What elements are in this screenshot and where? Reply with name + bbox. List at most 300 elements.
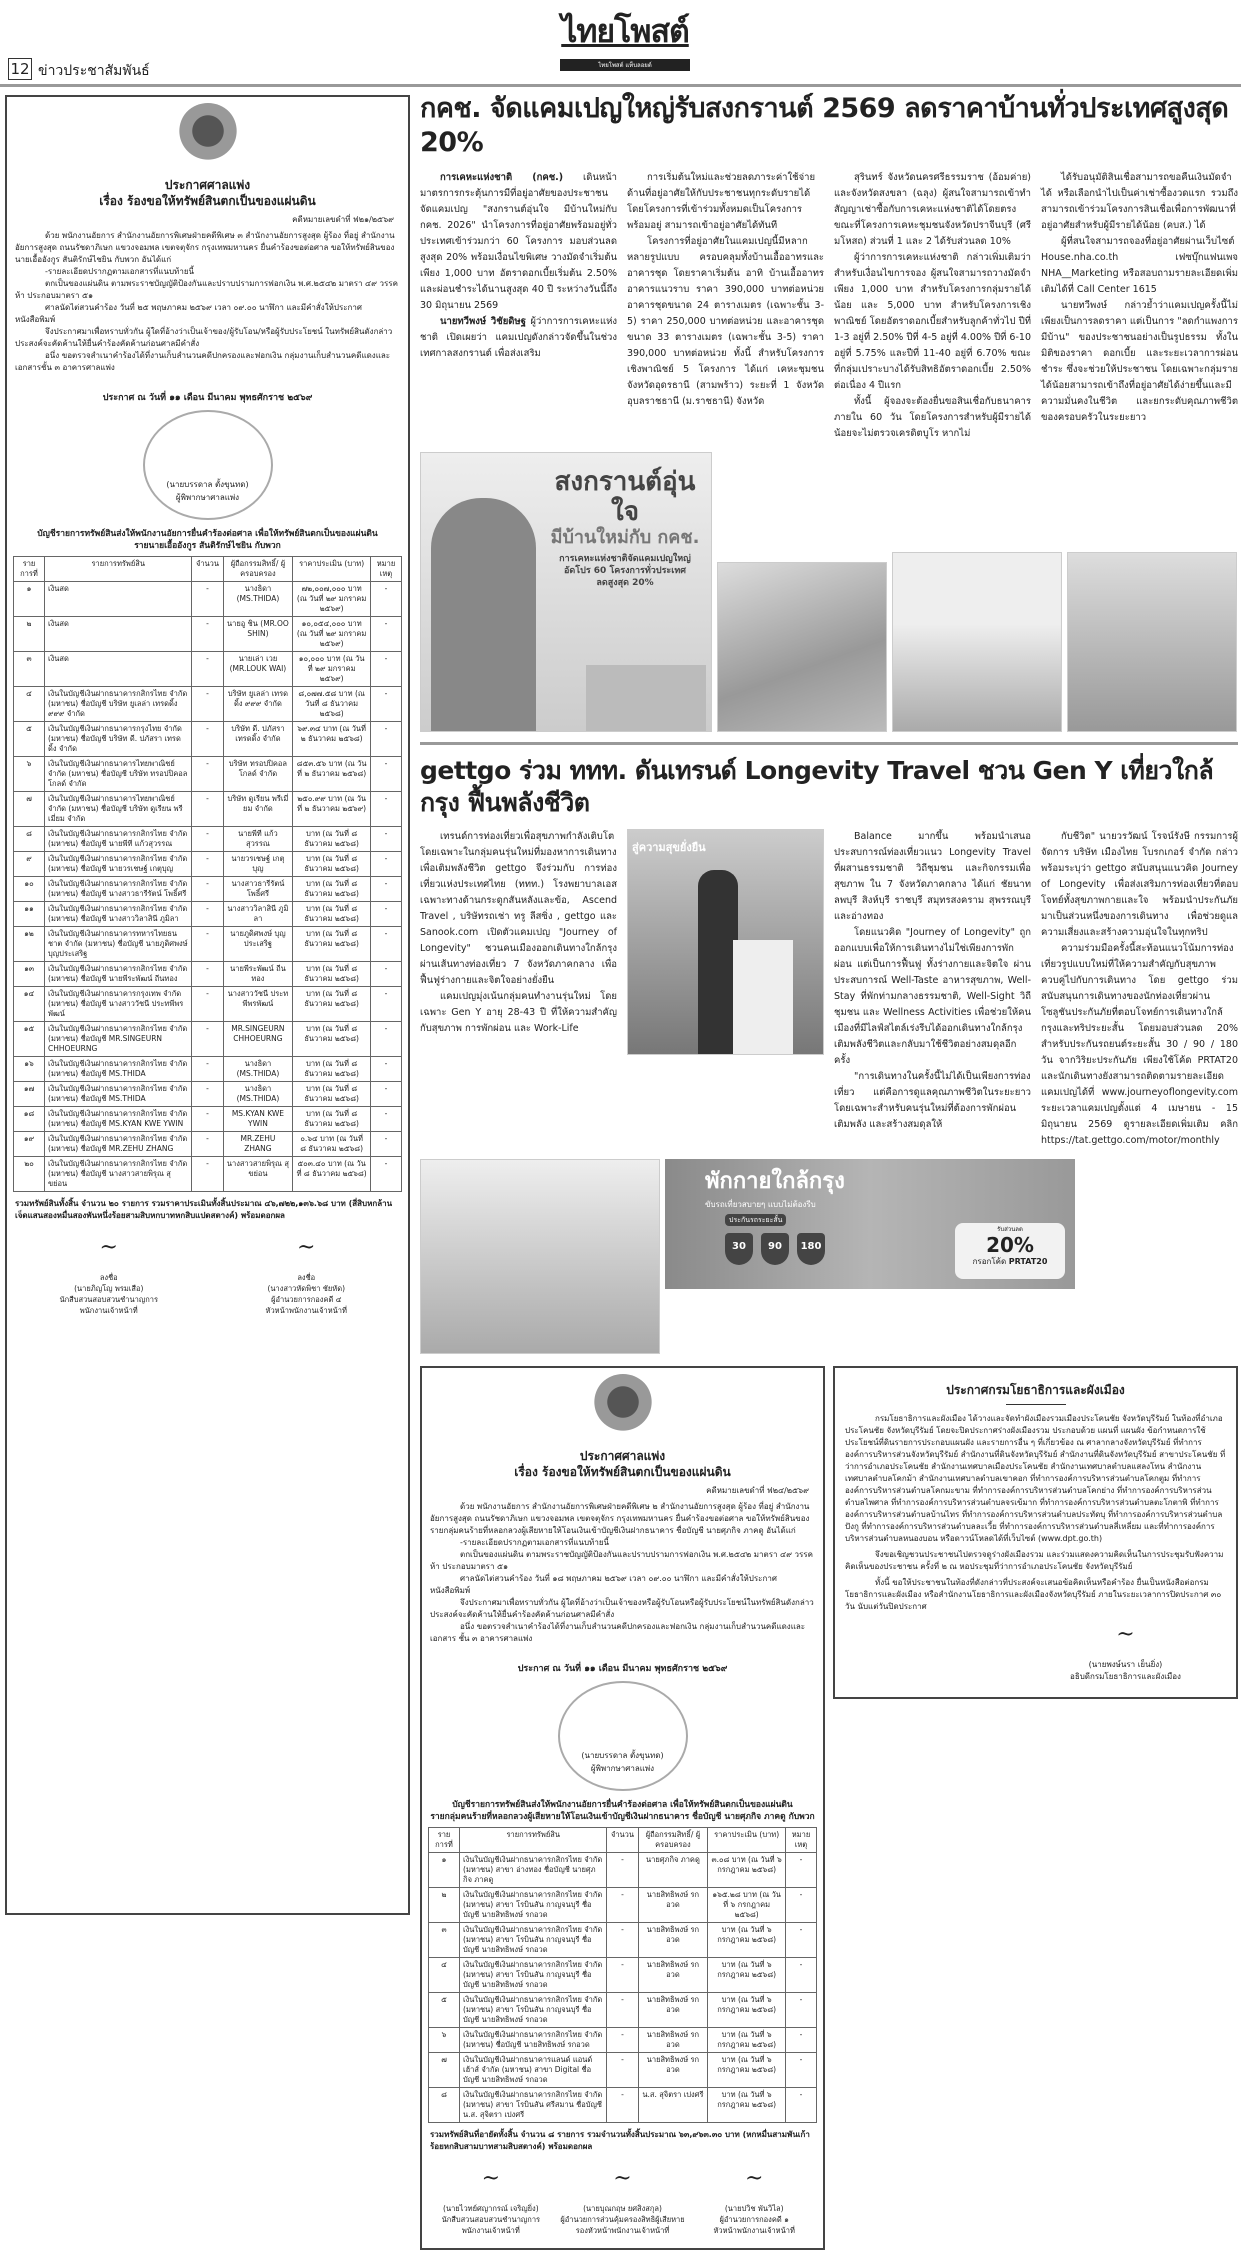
table-row [14, 1022, 402, 1057]
notice-title: ประกาศศาลแพ่ง [579, 1449, 666, 1463]
table-cell: - [785, 1993, 816, 2028]
promo-text: ลดสูงสุด 20% [596, 578, 654, 588]
table-cell: ๑๓ [14, 962, 45, 987]
promo-text-block [541, 467, 709, 589]
table-cell: - [370, 1082, 401, 1107]
promo-title: สงกรานต์อุ่นใจ [554, 467, 696, 527]
nha-promo-image [420, 452, 712, 732]
masthead-tagline: ไทยโพสต์ แท็บลอยด์ [560, 59, 690, 71]
table-cell: เงินในบัญชีเงินฝากธนาคารกสิกรไทย จำกัด (มหาชน) ชื่อบัญชี นางสาวธารีรัตน์ โพธิ์ศรี [45, 877, 192, 902]
paragraph: โดยแนวคิด "Journey of Longevity" ถูกออกแบบเพื่อให้การเดินทางไม่ใช่เพียงการพักผ่อน แต่เป็นการฟื้นฟู ทั้งร่างกายและจิตใจ ผ่านประสบการณ์ Well-Taste อาหารสุขภาพ, Well-Stay ที่พักท่ามกลางธรรมชาติ, Well-Sight วิถีชุมชน และ Wellness Activities เพื่อช่วยให้คนเมืองที่มีไลฟ์สไตล์เร่งรีบได้ออกเดินทางใกล้กรุง เติมพลังชีวิตและกลับมาใช้ชีวิตอย่างสมดุลอีกครั้ง [834, 927, 1031, 1066]
table-cell: นายสิทธิพงษ์ รกอวด [638, 2028, 708, 2053]
paragraph: ผู้ว่าการการเคหะแห่งชาติ กล่าวเพิ่มเติมว่า สำหรับเงื่อนไขการจอง ผู้สนใจสามารถวางมัดจำเพียง 1,000 บาท สำหรับโครงการกลุ่มรายได้น้อย และ 5,000 บาท สำหรับโครงการเชิงพาณิชย์ โดยอัตราดอกเบี้ยสำหรับลูกค้าทั่วไป ปีที่ 1-3 อยู่ที่ 2.50% ปีที่ 4-5 อยู่ที่ 4.00% ปีที่ 6-10 อยู่ที่ 5.75% และปีที่ 11-40 อยู่ที่ 6.70% ขณะที่กลุ่มเปราะบางได้รับสิทธิอัตราดอกเบี้ย 2.50% ต่อเนื่อง 4 ปีแรก [834, 252, 1031, 391]
signer-role: หัวหน้าพนักงานเจ้าหน้าที่ [265, 1306, 347, 1315]
signature-scribble: ~ [481, 2166, 501, 2191]
paragraph: เทรนด์การท่องเที่ยวเพื่อสุขภาพกำลังเติบโต โดยเฉพาะในกลุ่มคนรุ่นใหม่ที่มองหาการเดินทางเพื่อเติมพลังชีวิต gettgo จึงร่วมกับ การท่องเที่ยวแห่งประเทศไทย (ททท.) โรงพยาบาลเอส เฉพาะทางด้านกระดูกสันหลังและข้อ, Ascend Travel , บริษัทรถเช่า ทรู ลีสซิ่ง , gettgo และ Sanook.com เปิดตัวแคมเปญ "Journey of Longevity" ชวนคนเมืองออกเดินทางใกล้กรุง ผ่านเส้นทางท่องเที่ยว 7 จังหวัดภาคกลาง เพื่อฟื้นฟูร่างกายและจิตใจอย่างยั่งยืน [420, 831, 617, 986]
table-title: บัญชีรายการทรัพย์สินส่งให้พนักงานอัยการยื่นคำร้องต่อศาล เพื่อให้ทรัพย์สินตกเป็นของแผ่นดิน [37, 529, 378, 539]
table-cell: บาท (ณ วันที่ ๘ ธันวาคม ๒๕๖๘) [293, 877, 371, 902]
table-cell: ๒ [429, 1888, 460, 1923]
table-cell: เงินในบัญชีเงินฝากธนาคารแลนด์ แอนด์ เฮ้าส์ จำกัด (มหาชน) สาขา Digital ชื่อบัญชี นายสิทธิพงษ์ รกอวด [460, 2053, 607, 2088]
table-cell: - [370, 962, 401, 987]
table-row [429, 1853, 817, 1888]
table-cell: - [607, 1958, 638, 1993]
notice-paragraph: อนึ่ง ขอตรวจสำเนาคำร้องได้ที่งานเก็บสำนวนคดีปกครองและฟอกเงิน กลุ่มงานเก็บสำนวนคดีแดงและเอกสาร ชั้น ๓ อาคารศาลแพ่ง [430, 1622, 806, 1643]
table-cell: ๕๐๓.๔๐ บาท (ณ วันที่ ๘ ธันวาคม ๒๕๖๘) [293, 1157, 371, 1192]
article1-body [420, 170, 1238, 442]
discount-value: 20% [986, 1233, 1034, 1257]
discount-coupon [955, 1223, 1065, 1279]
table-cell: บริษัท ดูเรียน พรีเมี่ยม จำกัด [223, 792, 293, 827]
table-cell: ๓ [14, 652, 45, 687]
table-cell: บาท (ณ วันที่ ๘ ธันวาคม ๒๕๖๘) [293, 827, 371, 852]
table-row [14, 722, 402, 757]
building-photo [586, 665, 706, 731]
dpt-signature [1025, 1622, 1226, 1683]
table-cell: - [607, 2028, 638, 2053]
signer-name: (นายไวทย์ศญากรณ์ เจริญยิ่ง) [443, 2204, 539, 2213]
notice-paragraph: ตกเป็นของแผ่นดิน ตามพระราชบัญญัติป้องกันและปราบปรามการฟอกเงิน พ.ศ.๒๕๔๒ มาตรา ๔๙ วรรคห้า ประกอบมาตรา ๕๑ [15, 279, 398, 300]
table-row [429, 1958, 817, 1993]
table-cell: - [785, 2028, 816, 2053]
table-cell: ๑๐,๐๕๔,๐๐๐ บาท (ณ วันที่ ๒๙ มกราคม ๒๕๖๙) [293, 617, 371, 652]
coverage-badge: 90 [761, 1233, 789, 1265]
table-row [14, 687, 402, 722]
table-cell: - [370, 757, 401, 792]
notice-paragraph: จึงขอเชิญชวนประชาชนไปตรวจดูร่างผังเมืองรวม และร่วมแสดงความคิดเห็นในการประชุมรับฟังความคิดเห็นของประชาชน ครั้งที่ ๒ ณ หอประชุมที่ว่าการอำเภอประโคนชัย จังหวัดบุรีรัมย์ [845, 1550, 1224, 1571]
table-cell: เงินในบัญชีเงินฝากธนาคารกสิกรไทย จำกัด (มหาชน) ชื่อบัญชี นายสิทธิพงษ์ รกอวด [460, 2028, 607, 2053]
dpt-notice-body [845, 1413, 1226, 1613]
article1-column [834, 170, 1031, 442]
table-cell: เงินในบัญชีเงินฝากธนาคารไทยพาณิชย์ จำกัด (มหาชน) ชื่อบัญชี บริษัท ดูเรียน พรีเมี่ยม จำกัด [45, 792, 192, 827]
table-subtitle: รายนายเอื้ออังกูร สันติรักษ์ไชยิน กับพวก [134, 541, 281, 551]
column-header: ผู้ถือกรรมสิทธิ์/ ผู้ครอบครอง [638, 1828, 708, 1853]
table-cell: นายพีที แก้วสุวรรณ [223, 827, 293, 852]
signer-block [691, 2166, 817, 2236]
table-cell: บาท (ณ วันที่ ๖ กรกฎาคม ๒๕๖๘) [708, 2028, 786, 2053]
table-cell: MR.SINGEURN CHHOEURNG [223, 1022, 293, 1057]
table-cell: - [192, 1132, 223, 1157]
signer-block [560, 2166, 686, 2236]
signer-role: รองหัวหน้าพนักงานเจ้าหน้าที่ [575, 2226, 670, 2235]
table-cell: - [192, 792, 223, 827]
table-cell: ๑๘ [14, 1107, 45, 1132]
table-row [14, 987, 402, 1022]
column-header: ราย การที่ [14, 557, 45, 582]
coverage-badges [725, 1233, 825, 1265]
table-cell: บาท (ณ วันที่ ๘ ธันวาคม ๒๕๖๘) [293, 852, 371, 877]
table-row [14, 1157, 402, 1192]
table-cell: บาท (ณ วันที่ ๘ ธันวาคม ๒๕๖๘) [293, 902, 371, 927]
sign-label: ลงชื่อ [297, 1273, 316, 1282]
table-cell: บริษัท ดี. ปภัสรา เทรดดิ้ง จำกัด [223, 722, 293, 757]
table-cell: - [192, 1057, 223, 1082]
signatures [428, 2166, 817, 2236]
sign-label: ลงชื่อ [99, 1273, 118, 1282]
case-number: คดีหมายเลขดำที่ ฟ๒๔/๒๕๖๙ [706, 1486, 809, 1495]
paragraph: สุรินทร์ จังหวัดนครศรีธรรมราช (อ้อมค่าย) และจังหวัดสงขลา (ฉลุง) ผู้สนใจสามารถเข้าทำสัญญาเช่าซื้อกับการเคหะแห่งชาติได้โดยตรง ขณะที่โครงการเคหะชุมชนจังหวัดปราจีนบุรี (ศรีมโหสถ) ส่วนที่ 1 และ 2 ได้รับส่วนลด 10% [834, 172, 1031, 247]
notice-date: ประกาศ ณ วันที่ ๑๑ เดือน มีนาคม พุทธศักราช ๒๕๖๙ [102, 393, 313, 403]
table-cell: นายสิทธิพงษ์ รกอวด [638, 1958, 708, 1993]
signer-title: ผู้อำนวยการส่วนคุ้มครองสิทธิผู้เสียหาย [560, 2215, 685, 2224]
table-cell: - [785, 1923, 816, 1958]
court-seal [143, 410, 273, 520]
event-banner-text: สู่ความสุขยั่งยืน [632, 841, 706, 854]
signer-name: (นายปวิช พันวิไล) [724, 2204, 784, 2213]
table-cell: - [785, 1853, 816, 1888]
judge-name: (นายบรรดาล ตั้งขุนทด) [166, 480, 249, 489]
signer-name: (นายภิญโญ พรมเสือ) [74, 1284, 144, 1293]
judge-title: ผู้พิพากษาศาลแพ่ง [590, 1764, 655, 1773]
signature-scribble: ~ [613, 2166, 632, 2191]
table-cell: เงินในบัญชีเงินฝากธนาคารกสิกรไทย จำกัด (มหาชน) ชื่อบัญชี MR.ZEHU ZHANG [45, 1132, 192, 1157]
table-cell: เงินในบัญชีเงินฝากธนาคารกสิกรไทย จำกัด (มหาชน) สาขา โรบินสัน กาญจนบุรี ชื่อบัญชี นายสิทธิพงษ์ รกอวด [460, 1888, 607, 1923]
judge-title: ผู้พิพากษาศาลแพ่ง [175, 493, 240, 502]
table-cell: เงินในบัญชีเงินฝากธนาคารกสิกรไทย จำกัด (มหาชน) ชื่อบัญชี MS.THIDA [45, 1057, 192, 1082]
table-cell: - [370, 877, 401, 902]
table-cell: ๔ [429, 1958, 460, 1993]
section-title: ข่าวประชาสัมพันธ์ [38, 63, 150, 79]
table-cell: นายวรเชษฐ์ เกตุบุญ [223, 852, 293, 877]
table-row [14, 1132, 402, 1157]
table-cell: นายสิทธิพงษ์ รกอวด [638, 1923, 708, 1958]
banner-label: ประกันรถระยะสั้น [725, 1214, 786, 1226]
table-cell: - [192, 722, 223, 757]
column-header: ราคาประเมิน (บาท) [293, 557, 371, 582]
signer-block [428, 2166, 554, 2236]
table-cell: บาท (ณ วันที่ ๘ ธันวาคม ๒๕๖๘) [293, 927, 371, 962]
table-row [14, 1107, 402, 1132]
title-divider [1006, 1404, 1066, 1405]
asset-table [428, 1827, 817, 2123]
dpt-notice [833, 1366, 1238, 1699]
article1-column [420, 170, 617, 442]
paragraph: ความร่วมมือครั้งนี้สะท้อนแนวโน้มการท่องเที่ยวรูปแบบใหม่ที่ให้ความสำคัญกับสุขภาพควบคู่ไปกับการเดินทาง โดย gettgo ร่วมสนับสนุนการเดินทางของนักท่องเที่ยวผ่านโซลูชันประกันภัยที่ตอบโจทย์การเดินทางใกล้กรุงและทริประยะสั้น โดยมอบส่วนลด 20% สำหรับประกันรถยนต์ระยะสั้น 30 / 90 / 180 วัน จากวิริยะประกันภัย เพียงใช้โค้ด PRTAT20 และนักเดินทางยังสามารถติดตามรายละเอียดแคมเปญได้ที่ www.journeyoflongevity.com ระยะเวลาแคมเปญตั้งแต่ 4 เมษายน - 15 มิถุนายน 2569 ดูรายละเอียดเพิ่มเติม คลิก https://tat.gettgo.com/motor/monthly [1041, 943, 1238, 1146]
table-cell: เงินในบัญชีเงินฝากธนาคารกสิกรไทย จำกัด (มหาชน) สาขา โรบินสัน ศรีสมาน ชื่อบัญชี น.ส. สุจิตรา เปงศรี [460, 2088, 607, 2123]
table-cell: บาท (ณ วันที่ ๖ กรกฎาคม ๒๕๖๘) [708, 1993, 786, 2028]
table-cell: ๘๕๓.๕๖ บาท (ณ วันที่ ๒ ธันวาคม ๒๕๖๘) [293, 757, 371, 792]
table-cell: - [192, 1107, 223, 1132]
notice-date: ประกาศ ณ วันที่ ๑๑ เดือน มีนาคม พุทธศักราช ๒๕๖๙ [517, 1664, 728, 1674]
page-number: 12 [8, 58, 32, 80]
notice-subject: เรื่อง ร้องขอให้ทรัพย์สินตกเป็นของแผ่นดิน [99, 194, 316, 208]
table-row [14, 902, 402, 927]
table-cell: - [785, 1958, 816, 1993]
signer-name: (นายบุณกฤษ ยศสิงสกุล) [583, 2204, 662, 2213]
court-notice-left [5, 95, 410, 1915]
table-row [429, 2088, 817, 2123]
coverage-badge: 30 [725, 1233, 753, 1265]
paragraph: "การเดินทางในครั้งนี้ไม่ได้เป็นเพียงการท่องเที่ยว แต่คือการดูแลคุณภาพชีวิตในระยะยาว โดยเฉพาะสำหรับคนรุ่นใหม่ที่ต้องการพักผ่อน เติมพลัง และสร้างสมดุลให้ [834, 1071, 1031, 1130]
garuda-emblem [178, 103, 238, 173]
table-subtitle: รายกลุ่มคนร้ายที่หลอกลวงผู้เสียหายให้โอนเงินเข้าบัญชีเงินฝากธนาคาร ชื่อบัญชี นายศุภกิจ ภาคดู กับพวก [430, 1812, 815, 1822]
table-cell: - [370, 927, 401, 962]
table-cell: ๓ [429, 1923, 460, 1958]
table-cell: ๑ [429, 1853, 460, 1888]
table-cell: เงินในบัญชีเงินฝากธนาคารกสิกรไทย จำกัด (มหาชน) สาขา อ่างทอง ชื่อบัญชี นายศุภกิจ ภาคดู [460, 1853, 607, 1888]
paragraph: การเริ่มต้นใหม่และช่วยลดภาระค่าใช้จ่ายด้านที่อยู่อาศัยให้กับประชาชนทุกระดับรายได้ โดยโครงการที่เข้าร่วมทั้งหมดเป็นโครงการพร้อมอยู่ สามารถเข้าอยู่อาศัยได้ทันที [627, 172, 816, 231]
table-cell: - [192, 757, 223, 792]
person-photo [431, 498, 536, 732]
table-cell: ๑๙ [14, 1132, 45, 1157]
table-cell: ๑๐,๐๐๐ บาท (ณ วันที่ ๒๙ มกราคม ๒๕๖๙) [293, 652, 371, 687]
promo-text: การเคหะแห่งชาติจัดแคมเปญใหญ่ [559, 554, 691, 564]
notice-paragraph: จึงประกาศมาเพื่อทราบทั่วกัน ผู้ใดที่อ้างว่าเป็นเจ้าของ/ผู้รับโอน/หรือผู้รับประโยชน์ ในทรัพย์สินดังกล่าว ประสงค์จะคัดค้านให้ยื่นคำร้องคัดค้านก่อนศาลมีคำสั่ง [15, 327, 393, 348]
asset-total: รวมทรัพย์สินที่อายัดทั้งสิ้น จำนวน ๘ รายการ รวมจำนวนทั้งสิ้นประมาณ ๖๓,๙๖๓.๓๐ บาท (หกหมื่นสามพันเก้าร้อยหกสิบสามบาทสามสิบสตางค์) พร้อมดอกผล [430, 2130, 810, 2151]
table-cell: - [370, 722, 401, 757]
notice-title: ประกาศศาลแพ่ง [164, 178, 251, 192]
table-cell: บาท (ณ วันที่ ๖ กรกฎาคม ๒๕๖๘) [708, 1958, 786, 1993]
signer-name: (นางสาวหัดพิชา ชัยหัด) [267, 1284, 346, 1293]
article2-photo-column [627, 829, 824, 1149]
table-cell: ๑๔ [14, 987, 45, 1022]
table-cell: - [192, 877, 223, 902]
table-cell: - [370, 652, 401, 687]
signer-title: นักสืบสวนสอบสวนชำนาญการ [441, 2215, 541, 2224]
table-row [14, 877, 402, 902]
column-header: ราคาประเมิน (บาท) [708, 1828, 786, 1853]
article2-column [1041, 829, 1238, 1149]
table-cell: เงินในบัญชีเงินฝากธนาคารกสิกรไทย จำกัด (มหาชน) ชื่อบัญชี นายพีที แก้วสุวรรณ [45, 827, 192, 852]
column-header: หมาย เหตุ [370, 557, 401, 582]
speaker-figure [698, 870, 738, 1055]
table-cell: MS.KYAN KWE YWIN [223, 1107, 293, 1132]
table-cell: นางธิดา (MS.THIDA) [223, 1082, 293, 1107]
article2-column [420, 829, 617, 1149]
table-cell: - [192, 652, 223, 687]
table-cell: - [607, 1888, 638, 1923]
table-cell: นายสิทธิพงษ์ รกอวด [638, 1888, 708, 1923]
table-cell: ๗ [429, 2053, 460, 2088]
signer-role: พนักงานเจ้าหน้าที่ [79, 1306, 138, 1315]
court-notice-middle [420, 1366, 825, 2250]
table-cell: ๕ [14, 722, 45, 757]
table-cell: - [192, 827, 223, 852]
table-cell: เงินสด [45, 617, 192, 652]
table-cell: นางสาววัชนี ประทพีพรพัฒน์ [223, 987, 293, 1022]
housing-photo-1 [717, 562, 887, 732]
table-cell: บาท (ณ วันที่ ๖ กรกฎาคม ๒๕๖๘) [708, 2088, 786, 2123]
table-cell: ๑๗ [14, 1082, 45, 1107]
table-cell: ๑ [14, 582, 45, 617]
table-cell: เงินในบัญชีเงินฝากธนาคารกสิกรไทย จำกัด (มหาชน) ชื่อบัญชี นางสาวสายพิรุณ สุขย่อน [45, 1157, 192, 1192]
paragraph: กับชีวิต" นายวรวัฒน์ โรจน์รังษี กรรมการผู้จัดการ บริษัท เมืองไทย โบรกเกอร์ จำกัด กล่าว พร้อมระบุว่า gettgo สนับสนุนแนวคิด Journey of Longevity เพื่อส่งเสริมการท่องเที่ยวที่ตอบโจทย์ทั้งสุขภาพกายและใจ พร้อมนำประกันภัยมาเป็นส่วนหนึ่งของการเดินทาง เพื่อช่วยดูแลความเสี่ยงและสร้างความอุ่นใจในทุกทริป [1041, 831, 1238, 938]
table-row [429, 1993, 817, 2028]
table-cell: นางสาวธารีรัตน์ โพธิ์ศรี [223, 877, 293, 902]
table-cell: ๑๖๕.๒๘ บาท (ณ วันที่ ๖ กรกฎาคม ๒๕๖๘) [708, 1888, 786, 1923]
coverage-badge: 180 [797, 1233, 825, 1265]
column-header: รายการทรัพย์สิน [460, 1828, 607, 1853]
table-cell: เงินในบัญชีเงินฝากธนาคารกสิกรไทย จำกัด (มหาชน) ชื่อบัญชี MS.KYAN KWE YWIN [45, 1107, 192, 1132]
signer-role: หัวหน้าพนักงานเจ้าหน้าที่ [713, 2226, 795, 2235]
table-cell: ๗ [14, 792, 45, 827]
table-cell: - [192, 962, 223, 987]
notice-paragraph: ทั้งนี้ ขอให้ประชาชนในท้องที่ดังกล่าวที่ประสงค์จะเสนอข้อคิดเห็นหรือคำร้อง ยื่นเป็นหนังสือต่อกรมโยธาธิการและผังเมือง หรือสำนักงานโยธาธิการและผังเมืองจังหวัดบุรีรัมย์ ภายในระยะเวลาการปิดประกาศ ๓๐ วัน นับแต่วันปิดประกาศ [845, 1578, 1222, 1611]
table-cell: นางสาววิลาสินี ภูมิลา [223, 902, 293, 927]
table-cell: เงินในบัญชีเงินฝากธนาคารไทยพาณิชย์ จำกัด (มหาชน) ชื่อบัญชี บริษัท ทรอปปิคอล โกลด์ จำกัด [45, 757, 192, 792]
notice-paragraph: อนึ่ง ขอตรวจสำเนาคำร้องได้ที่งานเก็บสำนวนคดีปกครองและฟอกเงิน กลุ่มงานเก็บสำนวนคดีแดงและเอกสารชั้น ๓ อาคารศาลแพ่ง [15, 351, 391, 372]
table-cell: - [370, 687, 401, 722]
table-cell: ๒๐ [14, 1157, 45, 1192]
paragraph: ผู้ที่สนใจสามารถจองที่อยู่อาศัยผ่านเว็บไซต์ House.nha.co.th เฟซบุ๊กแฟนเพจ NHA__Marketing หรือสอบถามรายละเอียดเพิ่มเติมได้ที่ Call Center 1615 [1041, 236, 1238, 295]
table-cell: ๖๙.๓๔ บาท (ณ วันที่ ๒ ธันวาคม ๒๕๖๘) [293, 722, 371, 757]
housing-photo-3 [1067, 552, 1237, 732]
article2-body [420, 829, 1238, 1149]
table-cell: - [607, 1923, 638, 1958]
table-cell: - [785, 2053, 816, 2088]
signer-title: อธิบดีกรมโยธาธิการและผังเมือง [1070, 1672, 1181, 1681]
table-row [14, 1057, 402, 1082]
table-cell: ๘ [429, 2088, 460, 2123]
table-cell: - [607, 2053, 638, 2088]
table-row [14, 582, 402, 617]
paragraph: แคมเปญมุ่งเน้นกลุ่มคนทำงานรุ่นใหม่ โดยเฉพาะ Gen Y อายุ 28-43 ปี ที่ให้ความสำคัญกับสุขภาพ การพักผ่อน และ Work-Life [420, 991, 617, 1034]
notice-paragraph: ตกเป็นของแผ่นดิน ตามพระราชบัญญัติป้องกันและปราบปรามการฟอกเงิน พ.ศ.๒๕๔๒ มาตรา ๔๙ วรรคห้า ประกอบมาตรา ๕๑ [430, 1550, 813, 1571]
notice-paragraph: -รายละเอียดปรากฏตามเอกสารที่แนบท้ายนี้ [45, 267, 194, 276]
notices-row [420, 1366, 1238, 2250]
signature-scribble: ~ [99, 1235, 118, 1260]
banner-subtitle: ขับรถเที่ยวสบายๆ แบบไม่ต้องรีบ [705, 1200, 816, 1209]
notice-subject: เรื่อง ร้องขอให้ทรัพย์สินตกเป็นของแผ่นดิน [514, 1465, 731, 1479]
article1-headline: กคช. จัดแคมเปญใหญ่รับสงกรานต์ 2569 ลดราคาบ้านทั่วประเทศสูงสุด 20% [420, 93, 1229, 158]
table-cell: บาท (ณ วันที่ ๘ ธันวาคม ๒๕๖๘) [293, 987, 371, 1022]
table-cell: - [607, 2088, 638, 2123]
table-cell: น.ส. สุจิตรา เปงศรี [638, 2088, 708, 2123]
notice-paragraph: ด้วย พนักงานอัยการ สำนักงานอัยการพิเศษฝ่ายคดีพิเศษ ๓ สำนักงานอัยการสูงสุด ผู้ร้อง ที่อยู่ สำนักงานอัยการสูงสุด ถนนรัชดาภิเษก แขวงจอมพล เขตจตุจักร กรุงเทพมหานคร ยื่นคำร้องขอต่อศาล ขอให้ทรัพย์สินของ นายเอื้ออังกูร สันติรักษ์ไชยิน กับพวก อันได้แก่ [15, 231, 395, 264]
table-cell: นายพีระพัฒน์ ถีนทอง [223, 962, 293, 987]
table-cell: - [192, 902, 223, 927]
table-cell: บาท (ณ วันที่ ๘ ธันวาคม ๒๕๖๘) [293, 1107, 371, 1132]
table-cell: บาท (ณ วันที่ ๘ ธันวาคม ๒๕๖๘) [293, 1082, 371, 1107]
table-cell: - [370, 1157, 401, 1192]
column-header: หมาย เหตุ [785, 1828, 816, 1853]
table-cell: บริษัท ยูเลล่า เทรดดิ้ง ๙๙๙ จำกัด [223, 687, 293, 722]
table-cell: ๙ [14, 852, 45, 877]
table-header [14, 557, 402, 582]
table-cell: นางธิดา (MS.THIDA) [223, 1057, 293, 1082]
table-cell: เงินในบัญชีเงินฝากธนาคารกรุงไทย จำกัด (มหาชน) ชื่อบัญชี บริษัท ดี. ปภัสรา เทรดดิ้ง จำกัด [45, 722, 192, 757]
table-cell: เงินในบัญชีเงินฝากธนาคารกสิกรไทย จำกัด (มหาชน) ชื่อบัญชี นายวรเชษฐ์ เกตุบุญ [45, 852, 192, 877]
table-row [14, 617, 402, 652]
signer-block [13, 1235, 205, 1316]
table-cell: เงินในบัญชีเงินฝากธนาคารกสิกรไทย จำกัด (มหาชน) สาขา โรบินสัน กาญจนบุรี ชื่อบัญชี นายสิทธิพงษ์ รกอวด [460, 1993, 607, 2028]
table-row [14, 927, 402, 962]
signature-scribble: ~ [744, 2166, 764, 2191]
table-row [429, 2053, 817, 2088]
table-title: บัญชีรายการทรัพย์สินส่งให้พนักงานอัยการยื่นคำร้องต่อศาล เพื่อให้ทรัพย์สินตกเป็นของแผ่นดิน [452, 1800, 793, 1810]
paragraph: การเคหะแห่งชาติ (กคช.) เดินหน้ามาตรการกระตุ้นการมีที่อยู่อาศัยของประชาชน จัดแคมเปญ "สงกรานต์อุ่นใจ มีบ้านใหม่กับ กคช. 2026" นำโครงการที่อยู่อาศัยพร้อมอยู่ทั่วประเทศเข้าร่วมกว่า 60 โครงการ มอบส่วนลดสูงสุด 20% พร้อมเงื่อนไขพิเศษ วางมัดจำเริ่มต้นเพียง 1,000 บาท อัตราดอกเบี้ยเริ่มต้น 2.50% และผ่อนชำระได้นานสูงสุด 40 ปี ระหว่างวันนี้ถึง 30 มิถุนายน 2569 [420, 172, 617, 311]
notice-paragraph: กรมโยธาธิการและผังเมือง ได้วางและจัดทำผังเมืองรวมเมืองประโคนชัย จังหวัดบุรีรัมย์ ในท้องที่อำเภอประโคนชัย จังหวัดบุรีรัมย์ โดยจะปิดประกาศร่างผังเมืองรวม ประกอบด้วย แผนที่ แผนผัง ข้อกำหนดการใช้ประโยชน์ที่ดินรายการประกอบแผนผัง และรายการอื่น ๆ ที่เกี่ยวข้อง ณ ศาลากลางจังหวัดบุรีรัมย์ ที่ทำการองค์การบริหารส่วนจังหวัดบุรีรัมย์ สำนักงานที่ดินจังหวัดบุรีรัมย์ สำนักงานที่ดินจังหวัดบุรีรัมย์ สาขาประโคนชัย ที่ว่าการอำเภอประโคนชัย สำนักงานเทศบาลเมืองประโคนชัย สำนักงานเทศบาลตำบลแสลงโทน สำนักงานเทศบาลตำบลโคกม้า สำนักงานเทศบาลตำบลเขาคอก ที่ทำการองค์การบริหารส่วนตำบลโคกตูม ที่ทำการองค์การบริหารส่วนตำบลโคกมะขาม ที่ทำการองค์การบริหารส่วนตำบลโคกย่าง ที่ทำการองค์การบริหารส่วนตำบลไพศาล ที่ทำการองค์การบริหารส่วนตำบลจรเข้มาก ที่ทำการองค์การบริหารส่วนตำบลตะโกตาพิ ที่ทำการองค์การบริหารส่วนตำบลบ้านไทร ที่ทำการองค์การบริหารส่วนตำบลประทัดบุ ที่ทำการองค์การบริหารส่วนตำบลปังกู ที่ทำการองค์การบริหารส่วนตำบลละเวี้ย ที่ทำการองค์การบริหารส่วนตำบลสี่เหลี่ยม และที่ทำการองค์การบริหารส่วนตำบลหนองบอน หรือดาวน์โหลดได้ที่เว็บไซต์ (www.dpt.go.th) [845, 1414, 1226, 1543]
column-header: จำนวน [607, 1828, 638, 1853]
table-cell: - [370, 617, 401, 652]
table-cell: นางธิดา (MS.THIDA) [223, 582, 293, 617]
table-cell: - [370, 1057, 401, 1082]
paragraph: นายทวีพงษ์ กล่าวย้ำว่าแคมเปญครั้งนี้ไม่เพียงเป็นการลดราคา แต่เป็นการ "ลดกำแพงการมีบ้าน" ของประชาชนอย่างเป็นรูปธรรม ทั้งในมิติของราคา ดอกเบี้ย และระยะเวลาการผ่อนชำระ ซึ่งจะช่วยให้ประชาชน โดยเฉพาะกลุ่มรายได้น้อยสามารถเข้าถึงที่อยู่อาศัยได้ง่ายขึ้นและมีความมั่นคงในชีวิต และยกระดับคุณภาพชีวิตของครอบครัวในระยะยาว [1041, 300, 1238, 423]
article1-column [1041, 170, 1238, 442]
column-header: รายการทรัพย์สิน [45, 557, 192, 582]
table-cell: - [607, 1993, 638, 2028]
table-cell: - [370, 902, 401, 927]
table-cell: เงินในบัญชีเงินฝากธนาคารกสิกรไทย จำกัด (มหาชน) ชื่อบัญชี บริษัท ยูเลล่า เทรดดิ้ง ๙๙๙ จำกัด [45, 687, 192, 722]
article2-images [420, 1159, 1238, 1354]
court-seal [558, 1681, 688, 1791]
table-cell: - [192, 582, 223, 617]
table-cell: ๑๐ [14, 877, 45, 902]
table-cell: - [785, 2088, 816, 2123]
table-cell: เงินสด [45, 652, 192, 687]
table-cell: ๖ [429, 2028, 460, 2053]
table-cell: เงินในบัญชีเงินฝากธนาคารกสิกรไทย จำกัด (มหาชน) ชื่อบัญชี MR.SINGEURN CHHOEURNG [45, 1022, 192, 1057]
signer-role: พนักงานเจ้าหน้าที่ [461, 2226, 520, 2235]
table-cell: บาท (ณ วันที่ ๘ ธันวาคม ๒๕๖๘) [293, 962, 371, 987]
table-cell: MR.ZEHU ZHANG [223, 1132, 293, 1157]
case-number: คดีหมายเลขดำที่ ฟ๒๑/๒๕๖๙ [292, 215, 394, 224]
table-cell: ๖ [14, 757, 45, 792]
paragraph: ทั้งนี้ ผู้จองจะต้องยื่นขอสินเชื่อกับธนาคารภายใน 60 วัน โดยโครงการสำหรับผู้มีรายได้น้อยจะไม่ตรวจเครดิตบูโร หากไม่ [834, 396, 1031, 439]
signature-scribble: ~ [1116, 1622, 1135, 1647]
table-cell: ๐.๖๔ บาท (ณ วันที่ ๘ ธันวาคม ๒๕๖๘) [293, 1132, 371, 1157]
table-cell: ๑๑ [14, 902, 45, 927]
table-cell: ๘ [14, 827, 45, 852]
table-cell: บาท (ณ วันที่ ๘ ธันวาคม ๒๕๖๘) [293, 1022, 371, 1057]
article1-column [627, 170, 824, 442]
dpt-notice-title: ประกาศกรมโยธาธิการและผังเมือง [946, 1383, 1125, 1397]
table-row [429, 2028, 817, 2053]
table-row [429, 1888, 817, 1923]
signer-name: (นายพงษ์นรา เย็นยิ่ง) [1088, 1660, 1163, 1669]
table-cell: นายอู ชิน (MR.OO SHIN) [223, 617, 293, 652]
table-row [14, 1082, 402, 1107]
judge-name: (นายบรรดาล ตั้งขุนทด) [581, 1751, 664, 1760]
table-cell: - [607, 1853, 638, 1888]
table-cell: เงินในบัญชีเงินฝากธนาคารกสิกรไทย จำกัด (มหาชน) สาขา โรบินสัน กาญจนบุรี ชื่อบัญชี นายสิทธิพงษ์ รกอวด [460, 1958, 607, 1993]
table-cell: นายสิทธิพงษ์ รกอวด [638, 2053, 708, 2088]
table-cell: - [192, 1157, 223, 1192]
section-divider [420, 742, 1238, 745]
table-cell: - [192, 1022, 223, 1057]
code-label: กรอกโค้ด [972, 1257, 1007, 1266]
masthead-logo: ไทยโพสต์ [561, 12, 689, 50]
table-cell: ๕ [429, 1993, 460, 2028]
column-header: จำนวน [192, 557, 223, 582]
notice-paragraph: ด้วย พนักงานอัยการ สำนักงานอัยการพิเศษฝ่ายคดีพิเศษ ๒ สำนักงานอัยการสูงสุด ผู้ร้อง ที่อยู่ สำนักงานอัยการสูงสุด ถนนรัชดาภิเษก แขวงจอมพล เขตจตุจักร กรุงเทพมหานคร ยื่นคำร้องขอต่อศาล ขอให้ทรัพย์สินของ รายกลุ่มคนร้ายที่หลอกลวงผู้เสียหายให้โอนเงินเข้าบัญชีเงินฝากธนาคาร ชื่อบัญชี นายศุภกิจ ภาคดู อันได้แก่ [430, 1502, 810, 1535]
table-cell: นายศุภกิจ ภาคดู [638, 1853, 708, 1888]
table-row [429, 1923, 817, 1958]
promo-text: อัดโปร 60 โครงการทั่วประเทศ [564, 566, 686, 576]
table-row [14, 827, 402, 852]
table-cell: - [370, 1132, 401, 1157]
group-photo [420, 1159, 660, 1354]
notice-paragraph: -รายละเอียดปรากฏตามเอกสารที่แนบท้ายนี้ [460, 1538, 609, 1547]
table-row [14, 792, 402, 827]
table-cell: - [192, 1082, 223, 1107]
table-cell: - [370, 792, 401, 827]
paragraph: นายทวีพงษ์ วิชัยดิษฐ ผู้ว่าการการเคหะแห่งชาติ เปิดเผยว่า แคมเปญดังกล่าวจัดขึ้นในช่วงเทศกาลสงกรานต์ เพื่อส่งเสริม [420, 316, 618, 359]
table-cell: ๑๒ [14, 927, 45, 962]
table-cell: นายสิทธิพงษ์ รกอวด [638, 1993, 708, 2028]
table-cell: - [192, 987, 223, 1022]
asset-total: รวมทรัพย์สินทั้งสิ้น จำนวน ๒๐ รายการ รวมราคาประเมินทั้งสิ้นประมาณ ๔๖,๗๒๒,๑๓๖.๖๘ บาท (สี่สิบหกล้านเจ็ดแสนสองหมื่นสองพันหนึ่งร้อยสามสิบหกบาทหกสิบแปดสตางค์) พร้อมดอกผล [15, 1199, 393, 1220]
signer-title: นักสืบสวนสอบสวนชำนาญการ [59, 1295, 158, 1304]
article2-headline: gettgo ร่วม ททท. ดันเทรนด์ Longevity Travel ชวน Gen Y เที่ยวใกล้กรุง ฟื้นพลังชีวิต [420, 756, 1214, 817]
table-cell: - [370, 1107, 401, 1132]
notice-paragraph: ศาลนัดไต่สวนคำร้อง วันที่ ๑๘ พฤษภาคม ๒๕๖๙ เวลา ๐๙.๐๐ นาฬิกา และมีคำสั่งให้ประกาศหนังสือพิมพ์ [430, 1574, 777, 1595]
banner-title: พักกายใกล้กรุง [705, 1169, 845, 1194]
header-rule [0, 84, 1241, 87]
notice-paragraph: ศาลนัดไต่สวนคำร้อง วันที่ ๒๕ พฤษภาคม ๒๕๖๙ เวลา ๐๙.๐๐ นาฬิกา และมีคำสั่งให้ประกาศหนังสือพิมพ์ [15, 303, 362, 324]
table-cell: เงินสด [45, 582, 192, 617]
table-row [14, 852, 402, 877]
signature-scribble: ~ [297, 1235, 316, 1260]
